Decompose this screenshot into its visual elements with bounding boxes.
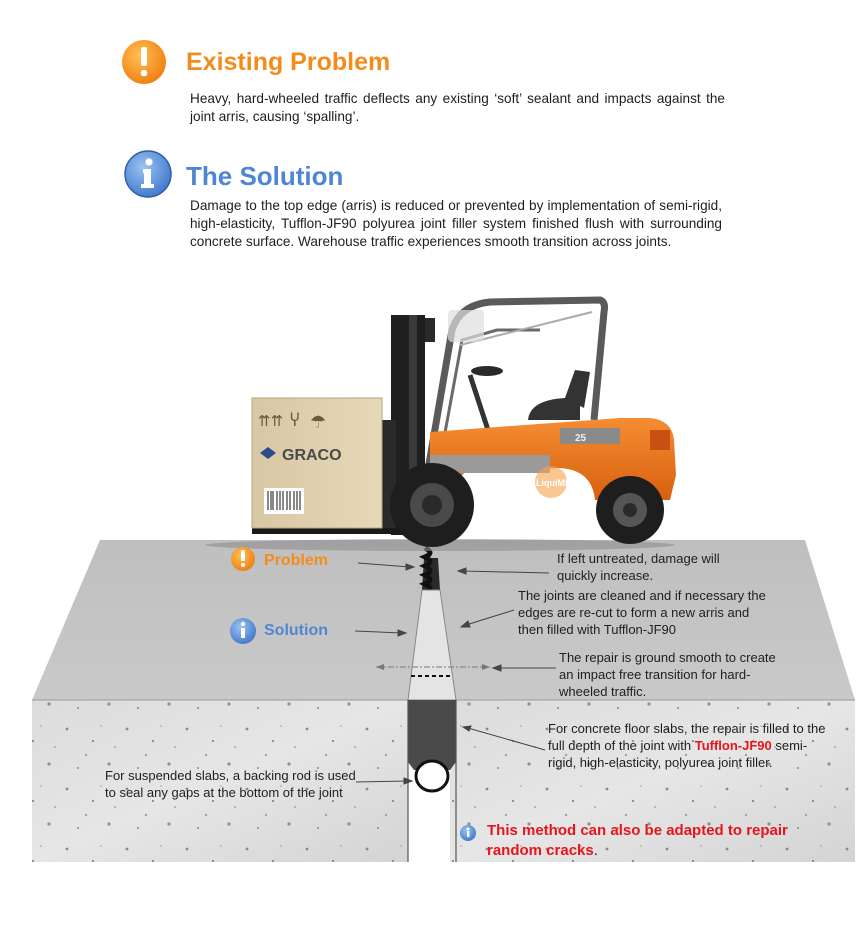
- method-info-icon: [460, 825, 476, 841]
- concrete-slab-note: [548, 720, 828, 771]
- front-wheel: [390, 463, 474, 547]
- concrete-slab-note-part2: semi-rigid, high-elasticity, polyurea joint filler.: [548, 738, 808, 770]
- method-note-text: This method can also be adapted to repair random cracks: [487, 822, 788, 859]
- svg-text:LiquiMIX: LiquiMIX: [536, 478, 574, 488]
- backing-rod: [416, 761, 448, 791]
- svg-text:25: 25: [575, 433, 587, 444]
- method-note: [487, 821, 817, 861]
- untreated-note: If left untreated, damage will quickly increase.: [557, 551, 720, 583]
- method-note-period: .: [593, 842, 598, 859]
- rear-wheel: [596, 476, 664, 544]
- product-name: Tufflon-JF90: [694, 738, 772, 753]
- solution-tag-label: Solution: [264, 622, 328, 639]
- svg-text:GRACO: GRACO: [282, 447, 342, 464]
- joint-filler: [408, 700, 456, 762]
- forklift-illustration: [205, 300, 676, 551]
- problem-heading: Existing Problem: [186, 48, 391, 76]
- svg-text:Ⴤ: Ⴤ: [290, 411, 300, 430]
- svg-text:☂: ☂: [310, 412, 327, 433]
- problem-tag-icon: [231, 547, 255, 571]
- problem-tag-label: Problem: [264, 552, 329, 569]
- solution-description: Damage to the top edge (arris) is reduced or prevented by implementation of semi-rigid, high-elasticity, Tufflon-JF90 polyurea joint filler system finished flush with surrounding concrete surface. Warehouse traffic experiences smooth transition across joints.: [190, 198, 722, 249]
- concrete-slab-note-part1: For concrete floor slabs, the repair is filled to the full depth of the joint with: [548, 721, 826, 753]
- solution-heading: The Solution: [186, 161, 344, 191]
- svg-text:⇈⇈: ⇈⇈: [258, 412, 284, 430]
- ground-smooth-note: The repair is ground smooth to create an impact free transition for hard-wheeled traffic.: [559, 650, 776, 699]
- suspended-slab-note: For suspended slabs, a backing rod is used to seal any gaps at the bottom of the joint: [105, 768, 356, 800]
- solution-tag-icon: [230, 618, 256, 644]
- cleaned-note: The joints are cleaned and if necessary the edges are re-cut to form a new arris and then filled with Tufflon-JF90: [518, 588, 766, 637]
- problem-description: Heavy, hard-wheeled traffic deflects any existing ‘soft’ sealant and impacts against the joint arris, causing ‘spalling’.: [190, 91, 725, 124]
